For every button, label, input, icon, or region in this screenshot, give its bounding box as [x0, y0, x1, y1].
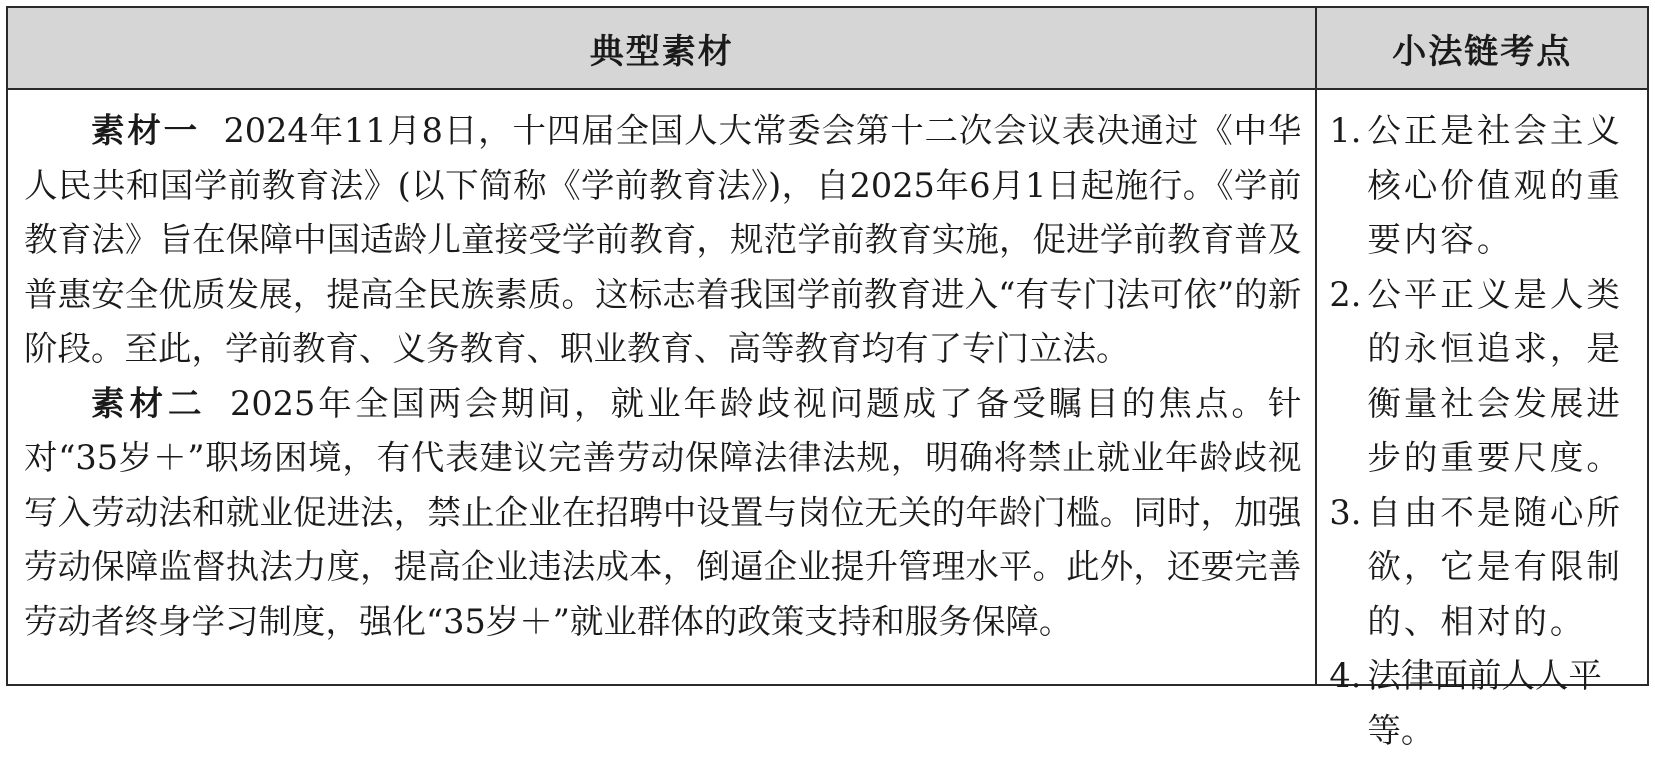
law-point-number: 1. [1329, 111, 1362, 150]
law-point-4 [1329, 649, 1641, 758]
material-paragraph-2 [24, 377, 1301, 650]
material-label-1: 素材一 [91, 111, 201, 150]
law-point-text: 自由不是随心所欲，它是有限制的、相对的。 [1367, 492, 1623, 641]
law-point-text: 公平正义是人类的永恒追求，是衡量社会发展进步的重要尺度。 [1367, 274, 1623, 477]
law-point-text: 法律面前人人平等。 [1367, 656, 1602, 750]
material-table [6, 6, 1649, 750]
table-header-row [8, 8, 1647, 90]
law-point-number: 4. [1329, 656, 1362, 695]
law-point-text: 公正是社会主义核心价值观的重要内容。 [1367, 111, 1623, 259]
header-typical-materials: 典型素材 [589, 31, 734, 72]
law-point-2 [1329, 268, 1641, 486]
law-point-number: 3. [1329, 492, 1362, 532]
header-law-points: 小法链考点 [1392, 31, 1573, 72]
table-body-row [8, 90, 1647, 750]
law-points-cell [1317, 90, 1647, 750]
materials-cell [8, 90, 1315, 684]
material-text-2: 2025年全国两会期间，就业年龄歧视问题成了备受瞩目的焦点。针对“35岁＋”职场困境，有代表建议完善劳动保障法律法规，明确将禁止就业年龄歧视写入劳动法和就业促进法，禁止企业在招聘中设置与岗位无关的年龄门槛。同时，加强劳动保障监督执法力度，提高企业违法成本，倒逼企业提升管理水平。此外，还要完善劳动者终身学习制度，强化“35岁＋”就业群体的政策支持和服务保障。 [24, 383, 1302, 641]
law-point-3 [1329, 486, 1641, 650]
law-point-1 [1329, 104, 1641, 268]
material-text-1: 2024年11月8日，十四届全国人大常委会第十二次会议表决通过《中华人民共和国学前教育法》(以下简称《学前教育法》)，自2025年6月1日起施行。《学前教育法》旨在保障中国适龄儿童接受学前教育，规范学前教育实施，促进学前教育普及普惠安全优质发展，提高全民族素质。这标志着我国学前教育进入“有专门法可依”的新阶段。至此，学前教育、义务教育、职业教育、高等教育均有了专门立法。 [24, 111, 1302, 368]
law-point-number: 2. [1329, 274, 1362, 314]
material-paragraph-1 [24, 104, 1301, 377]
material-label-2: 素材二 [91, 383, 207, 423]
